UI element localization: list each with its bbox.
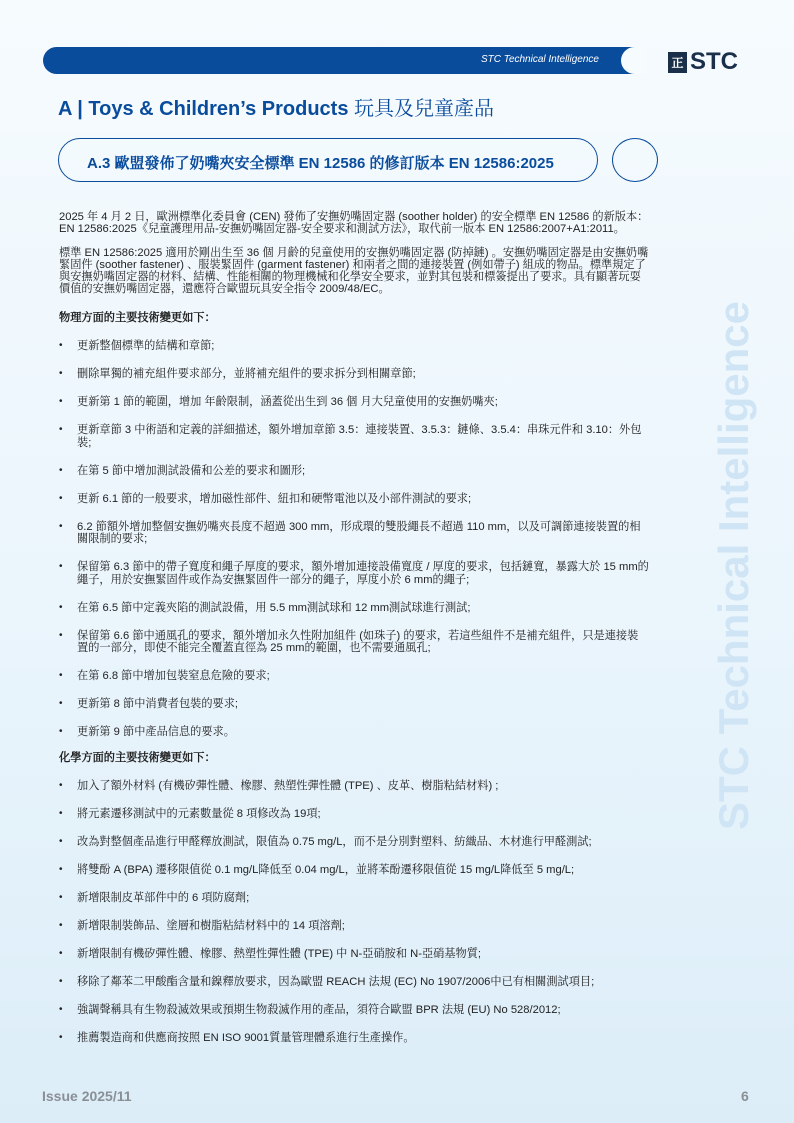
physical-heading: 物理方面的主要技術變更如下： bbox=[59, 312, 216, 324]
article-title-frame bbox=[58, 138, 598, 182]
list-item: • 保留第 6.6 節中通風孔的要求，額外增加永久性附加組件 (如珠子) 的要求，若這些組件不是補充組件，只是連接裝置的一部分，即使不能完全覆蓋直徑為 25 mm的範圍，也不需要通風孔; bbox=[59, 630, 649, 655]
list-item: • 推薦製造商和供應商按照 EN ISO 9001質量管理體系進行生產操作。 bbox=[59, 1032, 649, 1045]
logo-mark-icon: 正 bbox=[668, 52, 687, 73]
list-item: • 新增限制裝飾品、塗層和樹脂粘結材料中的 14 項溶劑; bbox=[59, 920, 649, 933]
list-item: • 強調聲稱具有生物殺滅效果或預期生物殺滅作用的產品，須符合歐盟 BPR 法規 (EU) No 528/2012; bbox=[59, 1004, 649, 1017]
list-item: • 新增限制皮革部件中的 6 項防腐劑; bbox=[59, 892, 649, 905]
intro-paragraph: 2025 年 4 月 2 日，歐洲標準化委員會 (CEN) 發佈了安撫奶嘴固定器 (soother holder) 的安全標準 EN 12586 的新版本：EN 12586:2025《兒童護理用品-安撫奶嘴固定器-安全要求和測試方法》，取代前一版本 EN 12586:2007+A1:2011。 bbox=[59, 211, 649, 235]
list-item: • 在第 6.8 節中增加包裝窒息危險的要求; bbox=[59, 670, 649, 683]
list-item: • 更新章節 3 中術語和定義的詳細描述，額外增加章節 3.5：連接裝置、3.5.3：鏈條、3.5.4：串珠元件和 3.10：外包裝; bbox=[59, 424, 649, 449]
chemical-heading: 化學方面的主要技術變更如下： bbox=[59, 752, 216, 764]
watermark: STC Technical Intelligence bbox=[710, 300, 757, 830]
list-item: • 將雙酚 A (BPA) 遷移限值從 0.1 mg/L降低至 0.04 mg/L，並將苯酚遷移限值從 15 mg/L降低至 5 mg/L; bbox=[59, 864, 649, 877]
stc-logo bbox=[668, 48, 738, 76]
physical-list bbox=[59, 340, 649, 739]
page-number: 6 bbox=[741, 1088, 749, 1104]
list-item: • 更新第 8 節中消費者包裝的要求; bbox=[59, 698, 649, 711]
list-item: • 在第 6.5 節中定義夾陷的測試設備，用 5.5 mm測試球和 12 mm測試球進行測試; bbox=[59, 602, 649, 615]
list-item: • 移除了鄰苯二甲酸酯含量和鎳釋放要求，因為歐盟 REACH 法規 (EC) No 1907/2006中已有相關測試項目; bbox=[59, 976, 649, 989]
list-item: • 在第 5 節中增加測試設備和公差的要求和圖形; bbox=[59, 465, 649, 478]
article-body bbox=[59, 211, 649, 1060]
decorative-circle bbox=[612, 138, 658, 182]
list-item: • 更新 6.1 節的一般要求，增加磁性部件、紐扣和硬幣電池以及小部件測試的要求; bbox=[59, 493, 649, 506]
header-banner bbox=[43, 47, 635, 74]
list-item: • 刪除單獨的補充組件要求部分，並將補充組件的要求拆分到相關章節; bbox=[59, 368, 649, 381]
list-item: • 更新第 9 節中產品信息的要求。 bbox=[59, 726, 649, 739]
section-title-zh: 玩具及兒童產品 bbox=[354, 96, 495, 120]
logo-text: STC bbox=[690, 48, 738, 75]
list-item: • 更新第 1 節的範圍，增加 年齡限制，涵蓋從出生到 36 個 月大兒童使用的安撫奶嘴夾; bbox=[59, 396, 649, 409]
scope-paragraph: 標準 EN 12586:2025 適用於剛出生至 36 個 月齡的兒童使用的安撫奶嘴固定器 (防掉鏈) 。安撫奶嘴固定器是由安撫奶嘴緊固件 (soother fastener) 、服裝緊固件 (garment fastener) 和兩者之間的連接裝置 (例如帶子) 組成的物品。標準規定了與安撫奶嘴固定器的材料、結構、性能相關的物理機械和化學安全要求，並對其包裝和標簽提出了要求。具有顯著玩耍價值的安撫奶嘴固定器，還應符合歐盟玩具安全指令 2009/48/EC。 bbox=[59, 247, 649, 295]
section-title-en: A | Toys & Children’s Products bbox=[58, 98, 349, 120]
banner-text: STC Technical Intelligence bbox=[480, 54, 599, 65]
issue-label: Issue 2025/11 bbox=[42, 1088, 132, 1104]
list-item: • 新增限制有機矽彈性體、橡膠、熱塑性彈性體 (TPE) 中 N-亞硝胺和 N-亞硝基物質; bbox=[59, 948, 649, 961]
chemical-list bbox=[59, 780, 649, 1045]
list-item: • 將元素遷移測試中的元素數量從 8 項修改為 19項; bbox=[59, 808, 649, 821]
list-item: • 更新整個標準的結構和章節; bbox=[59, 340, 649, 353]
list-item: • 加入了額外材料 (有機矽彈性體、橡膠、熱塑性彈性體 (TPE) 、皮革、樹脂粘結材料) ; bbox=[59, 780, 649, 793]
list-item: • 保留第 6.3 節中的帶子寬度和繩子厚度的要求，額外增加連接設備寬度 / 厚度的要求，包括鏈寬，暴露大於 15 mm的繩子，用於安撫緊固件或作為安撫緊固件一部分的繩子，厚度小於 6 mm的繩子; bbox=[59, 561, 649, 586]
article-title: A.3 歐盟發佈了奶嘴夾安全標準 EN 12586 的修訂版本 EN 12586:2025 bbox=[87, 155, 554, 172]
section-title bbox=[58, 92, 494, 121]
list-item: • 6.2 節額外增加整個安撫奶嘴夾長度不超過 300 mm，形成環的雙股繩長不超過 110 mm，以及可調節連接裝置的相關限制的要求; bbox=[59, 521, 649, 546]
list-item: • 改為對整個產品進行甲醛釋放測試，限值為 0.75 mg/L，而不是分別對塑料、紡織品、木材進行甲醛測試; bbox=[59, 836, 649, 849]
